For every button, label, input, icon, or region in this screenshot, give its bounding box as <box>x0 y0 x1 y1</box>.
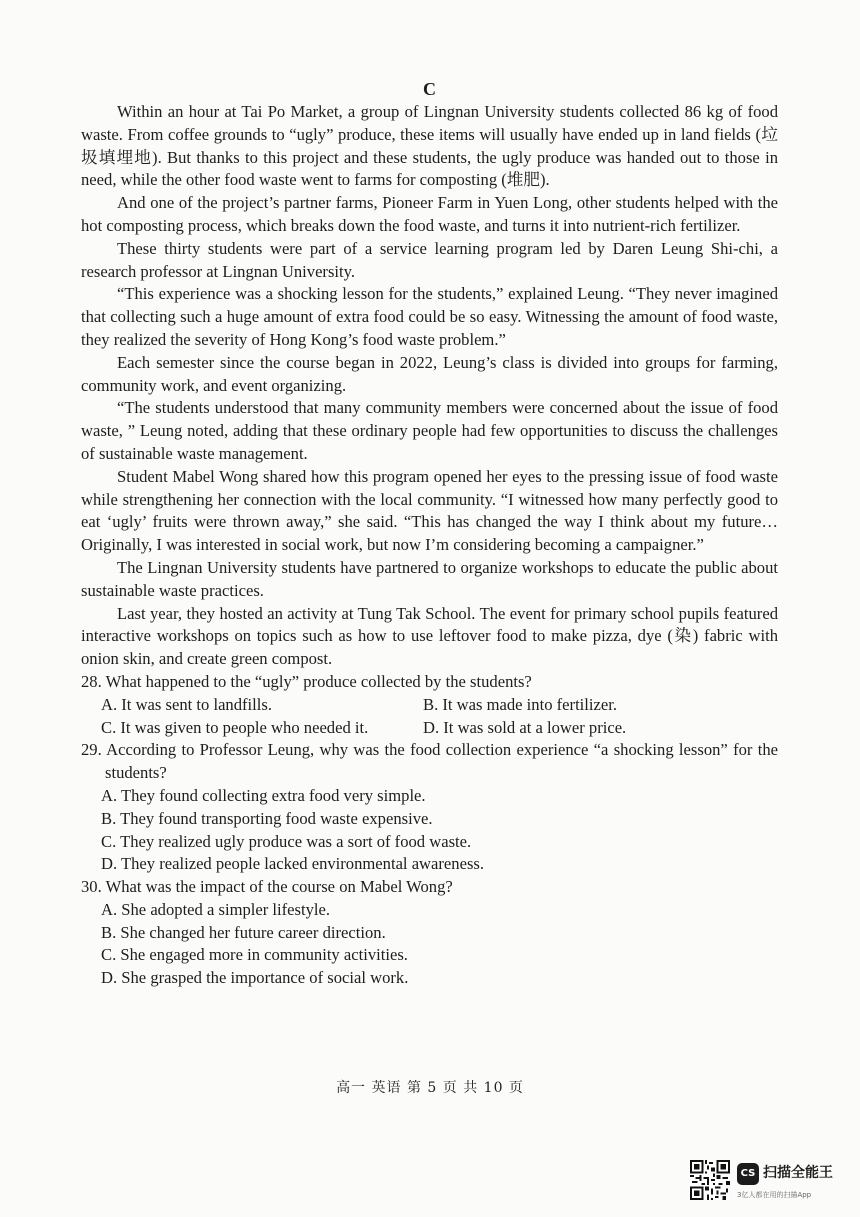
answer-option-c: C. They realized ugly produce was a sort of food waste. <box>101 831 472 851</box>
answer-option-a: A. She adopted a simpler lifestyle. <box>101 899 331 919</box>
passage-paragraph: “This experience was a shocking lesson for the students,” explained Leung. “They never imagined that collecting such a huge amount of extra food could be so easy. Witnessing the amount of food waste, they realized the severity of Hong Kong’s food waste problem.” <box>81 284 778 349</box>
passage-paragraph: And one of the project’s partner farms, Pioneer Farm in Yuen Long, other students helped with the hot composting process, which breaks down the food waste, and turns it into nutrient-rich fertilizer. <box>81 193 778 235</box>
passage-paragraph: The Lingnan University students have partnered to organize workshops to educate the public about sustainable waste practices. <box>81 557 778 600</box>
passage-paragraph: These thirty students were part of a service learning program led by Daren Leung Shi-chi, a research professor at Lingnan University. <box>81 238 778 281</box>
question-30 <box>81 876 778 990</box>
passage-paragraph: Each semester since the course began in 2022, Leung’s class is divided into groups for farming, community work, and event organizing. <box>81 352 778 395</box>
page-footer: 高一 英语 第 5 页 共 10 页 <box>336 1080 524 1096</box>
answer-option-d: D. It was sold at a lower price. <box>423 717 627 737</box>
answer-option-d: D. They realized people lacked environmental awareness. <box>101 854 485 874</box>
answer-option-a: A. It was sent to landfills. <box>101 694 272 714</box>
reading-passage <box>81 101 778 671</box>
passage-paragraph: Within an hour at Tai Po Market, a group of Lingnan University students collected 86 kg of food waste. From coffee grounds to “ugly” produce, these items will usually have ended up in land fields (垃圾填埋地). But thanks to this project and these students, the ugly produce was handed out to those in need, while the other food waste went to farms for composting (堆肥). <box>81 102 778 190</box>
passage-paragraph: Student Mabel Wong shared how this program opened her eyes to the pressing issue of food waste while strengthening her connection with the local community. “I witnessed how many perfectly good to eat ‘ugly’ fruits were thrown away,” she said. “This has changed the way I think about my future…Originally, I was interested in social work, but now I’m considering becoming a campaigner.” <box>81 466 778 555</box>
scanner-app-name: 扫描全能王 <box>763 1165 833 1181</box>
answer-options <box>81 899 778 990</box>
scanner-app-tagline: 3亿人都在用的扫描App <box>737 1191 812 1199</box>
passage-paragraph: Last year, they hosted an activity at Tung Tak School. The event for primary school pupils featured interactive workshops on topics such as how to use leftover food to make pizza, dye (染) fabric with onion skin, and create green compost. <box>81 603 778 669</box>
answer-option-c: C. It was given to people who needed it. <box>101 717 369 737</box>
question-stem: 28. What happened to the “ugly” produce collected by the students? <box>81 671 532 691</box>
exam-page <box>81 78 778 990</box>
answer-option-d: D. She grasped the importance of social work. <box>101 968 409 988</box>
answer-option-b: B. She changed her future career direction. <box>101 922 386 942</box>
qr-code-icon <box>690 1160 730 1200</box>
passage-paragraph: “The students understood that many community members were concerned about the issue of food waste, ” Leung noted, adding that these ordinary people had few opportunities to discuss the challenges of sustainable waste management. <box>81 398 778 463</box>
answer-option-b: B. They found transporting food waste expensive. <box>101 808 433 828</box>
question-28 <box>81 671 778 739</box>
section-title: C <box>423 79 436 99</box>
scanner-logo: CS <box>737 1163 759 1185</box>
answer-option-b: B. It was made into fertilizer. <box>423 694 617 714</box>
question-stem: 29. According to Professor Leung, why was the food collection experience “a shocking lesson” for the students? <box>81 740 778 783</box>
scanner-watermark <box>690 1160 840 1204</box>
question-29 <box>81 739 778 876</box>
answer-option-c: C. She engaged more in community activities. <box>101 945 408 965</box>
question-stem: 30. What was the impact of the course on Mabel Wong? <box>81 877 453 897</box>
answer-options <box>81 785 778 876</box>
answer-options <box>81 694 778 740</box>
answer-option-a: A. They found collecting extra food very simple. <box>101 785 426 805</box>
